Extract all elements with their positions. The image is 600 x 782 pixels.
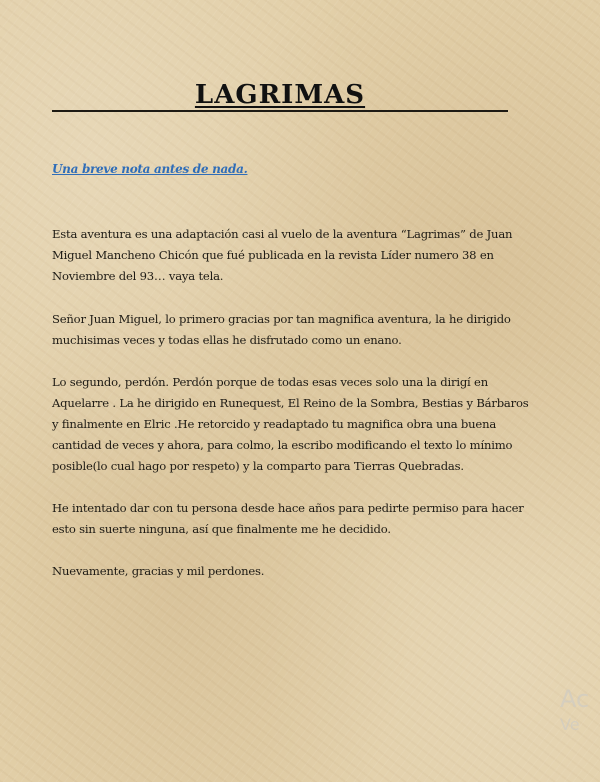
page-title: LAGRIMAS [194,80,366,110]
paragraph-closing: Nuevamente, gracias y mil perdones. [52,564,265,578]
paragraph-permission: He intentado dar con tu persona desde hace años para pedirte permiso para hacer esto sin suerte ninguna, así que finalmente me he decidido. [52,501,524,536]
title-rule [52,80,508,112]
paragraph-thanks: Señor Juan Miguel, lo primero gracias por tan magnifica aventura, la he dirigido muchisimas veces y todas ellas he disfrutado como un enano. [52,312,511,347]
watermark-line-2: Ve [560,715,580,734]
paragraph-intro: Esta aventura es una adaptación casi al vuelo de la aventura “Lagrimas” de Juan Miguel Mancheno Chicón que fué publicada en la revista Líder numero 38 en Noviembre del 93… vaya tela. [52,227,513,283]
paragraph-apology: Lo segundo, perdón. Perdón porque de todas esas veces solo una la dirigí en Aquelarre . La he dirigido en Runequest, El Reino de la Sombra, Bestias y Bárbaros y finalmente en Elric .He retorcido y readaptado tu magnifica obra una buena cantidad de veces y ahora, para colmo, la escribo modificando el texto lo mínimo posible(lo cual hago por respeto) y la comparto para Tierras Quebradas. [52,375,529,473]
watermark-line-1: Ac [560,685,590,713]
intro-note: Una breve nota antes de nada. [52,162,248,176]
activation-watermark [560,686,600,738]
